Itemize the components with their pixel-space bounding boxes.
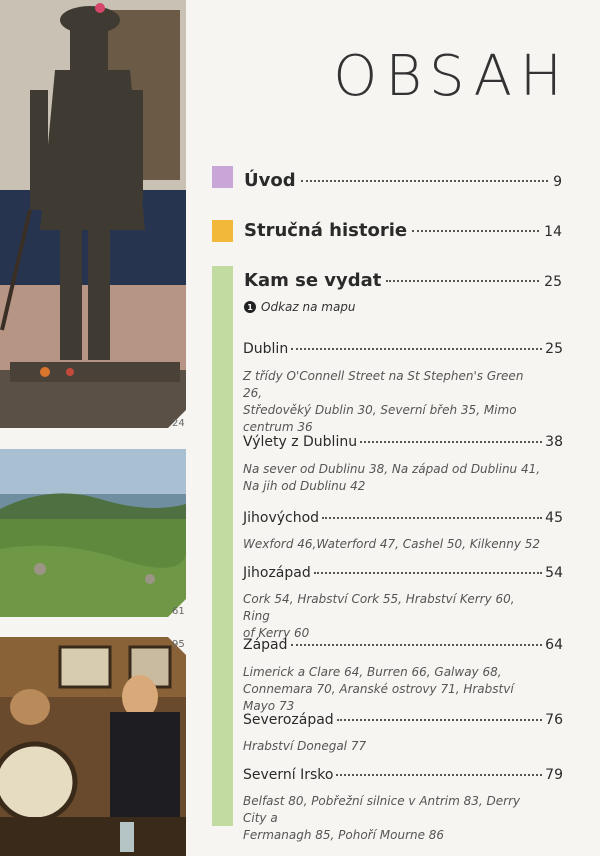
page-number: 38 — [545, 434, 563, 450]
dot-leader — [360, 441, 542, 443]
region-description: Cork 54, Hrabství Cork 55, Hrabství Kerry 60, Ring of Kerry 60 — [243, 592, 515, 640]
region-description: Na sever od Dublinu 38, Na západ od Dublinu 41, Na jih od Dublinu 42 — [243, 462, 541, 493]
page-number: 64 — [545, 637, 563, 653]
kam-color-bar — [212, 266, 233, 826]
toc-entry-kam[interactable] — [244, 270, 562, 291]
dot-leader — [336, 774, 542, 776]
region-description: Wexford 46,Waterford 47, Cashel 50, Kilkenny 52 — [243, 537, 541, 551]
region-description: Belfast 80, Pobřežní silnice v Antrim 83, Derry City a Fermanagh 85, Pohoří Mourne 86 — [243, 794, 521, 842]
page-number: 25 — [544, 274, 562, 290]
region-description: Hrabství Donegal 77 — [243, 739, 367, 753]
entry-title: Úvod — [244, 170, 296, 191]
dot-leader — [301, 180, 548, 182]
toc-entry-historie[interactable] — [244, 220, 562, 241]
dot-leader — [314, 572, 542, 574]
region-title: Jihozápad — [243, 565, 311, 581]
toc-entry-region[interactable] — [243, 434, 563, 450]
region-title: Výlety z Dublinu — [243, 434, 358, 450]
page-number: 79 — [545, 767, 563, 783]
dot-leader — [322, 517, 542, 519]
toc-entry-region[interactable] — [243, 341, 563, 357]
region-description: Limerick a Clare 64, Burren 66, Galway 68, Connemara 70, Aranské ostrovy 71, Hrabství Mayo 73 — [243, 665, 514, 713]
map-reference-note — [244, 300, 356, 314]
page-title: OBSAH — [333, 44, 570, 109]
toc-entry-region[interactable] — [243, 510, 563, 526]
toc-entry-region[interactable] — [243, 767, 563, 783]
toc-entry-uvod[interactable] — [244, 170, 562, 191]
photo-column — [0, 0, 186, 856]
dot-leader — [337, 719, 542, 721]
region-description: Z třídy O'Connell Street na St Stephen's Green 26, Středověký Dublin 30, Severní břeh 35, Mimo centrum 36 — [243, 369, 524, 434]
photo-page-number: 95 — [172, 639, 185, 650]
page-number: 76 — [545, 712, 563, 728]
musicians-photo — [0, 637, 186, 856]
map-marker-icon: 1 — [244, 301, 256, 313]
page-number: 14 — [544, 224, 562, 240]
entry-title: Stručná historie — [244, 220, 408, 241]
dot-leader — [386, 280, 539, 282]
toc-entry-region[interactable] — [243, 565, 563, 581]
landscape-photo — [0, 449, 186, 617]
photo-page-number: 24 — [172, 418, 185, 429]
page-number: 25 — [545, 341, 563, 357]
photo-page-number: 61 — [172, 606, 185, 617]
region-title: Severozápad — [243, 712, 334, 728]
page-number: 45 — [545, 510, 563, 526]
uvod-color-bar — [212, 166, 233, 188]
historie-color-bar — [212, 220, 233, 242]
toc-entry-region[interactable] — [243, 712, 563, 728]
dot-leader — [291, 644, 543, 646]
page-number: 9 — [553, 174, 562, 190]
statue-photo — [0, 0, 186, 428]
entry-title: Kam se vydat — [244, 270, 382, 291]
region-title: Jihovýchod — [243, 510, 320, 526]
region-title: Severní Irsko — [243, 767, 334, 783]
region-title: Dublin — [243, 341, 289, 357]
page-number: 54 — [545, 565, 563, 581]
region-title: Západ — [243, 637, 288, 653]
dot-leader — [291, 348, 542, 350]
dot-leader — [412, 230, 539, 232]
toc-entry-region[interactable] — [243, 637, 563, 653]
note-text: Odkaz na mapu — [261, 300, 356, 314]
